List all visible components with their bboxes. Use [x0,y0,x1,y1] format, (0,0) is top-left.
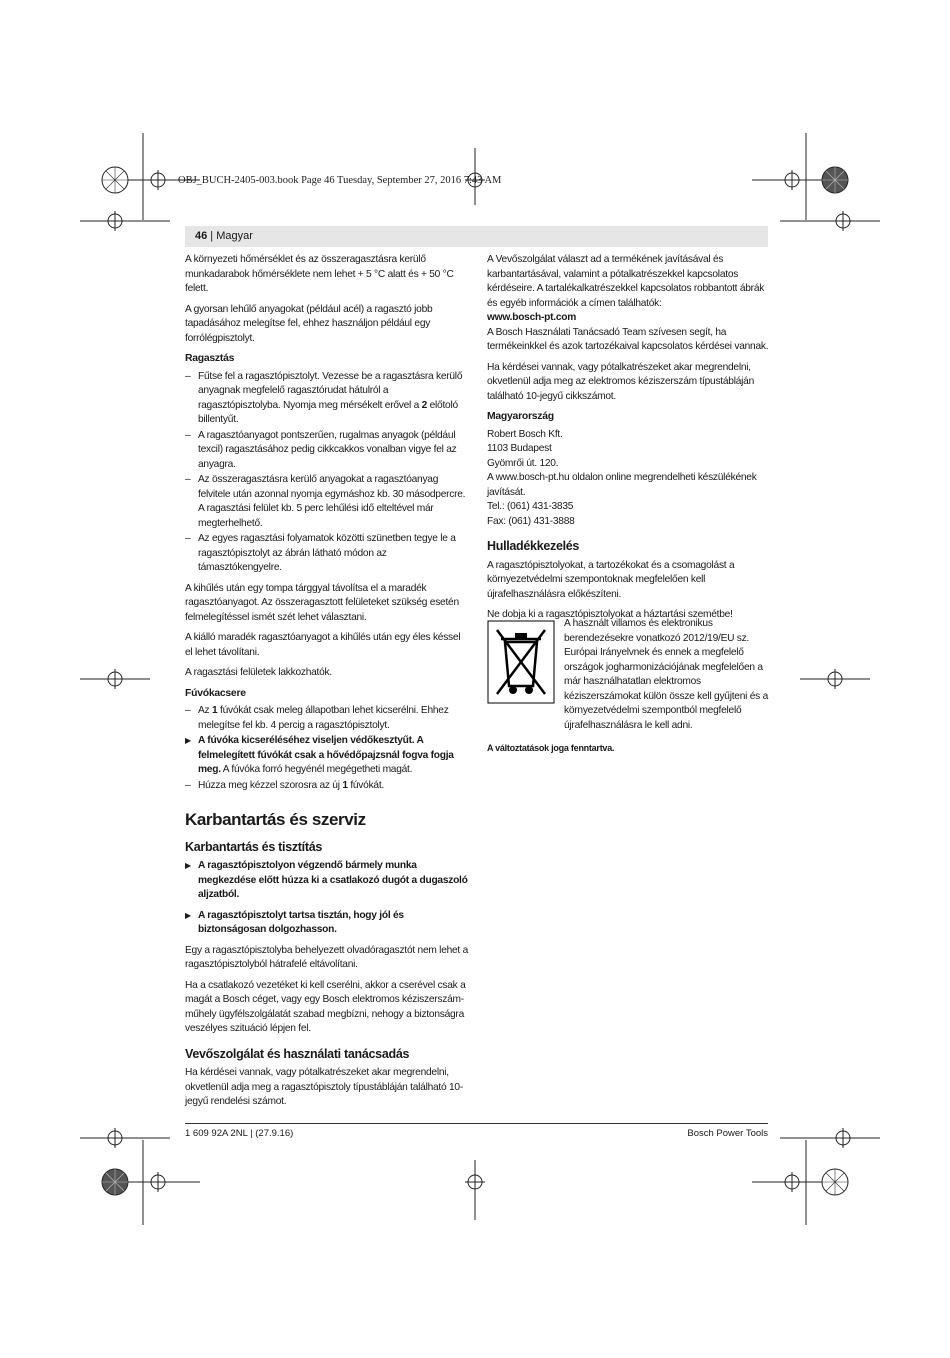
triangle-bullet-icon: ▶ [185,736,191,745]
paragraph: A ragasztási felületek lakkozhatók. [185,667,332,678]
list-item: – Az egyes ragasztási folyamatok közötti szünetben tegye le a ragasztópisztolyt az ábrán látható módon az támasztókengyelre. [185,532,468,576]
paragraph: A kiálló maradék ragasztóanyagot a kihűlés után egy éles késsel el lehet távolítani. [185,632,461,658]
list-item: – A ragasztóanyagot pontszerűen, rugalmas anyagok (például texcil) ragasztásához pedig cikkcakkos vonalban vigye fel az anyagra. [185,429,468,473]
list-item: – Húzza meg kézzel szorosra az új 1 fúvókát. [185,779,468,794]
paragraph: Egy a ragasztópisztolyba behelyezett olvadóragasztót nem lehet a ragasztópisztolyból hátrafelé eltávolítani. [185,944,469,970]
list-item: – Az összeragasztásra kerülő anyagokat a ragasztóanyag felvitele után azonnal nyomja egymáshoz kb. 30 másodpercre. A ragasztási felület kb. 5 perc lehűlési idő elteltével már megterhelhető. [185,473,468,531]
section-heading-vevoszolgalat: Vevőszolgálat és használati tanácsadás [185,1046,410,1061]
fax-number: Fax: (061) 431-3888 [487,515,575,527]
paragraph: A Vevőszolgálat választ ad a termékének javításával és karbantartásával, valamint a pótalkatrészekkel kapcsolatos kérdéseire. A tartalékalkatrészekkel kapcsolatos robbantott ábrák és egyéb információk a címen találhatók: [487,254,765,309]
bosch-url: www.bosch-pt.com [487,312,577,323]
address-line: Gyömrői út. 120. [487,457,559,469]
paragraph: Ha kérdései vannak, vagy pótalkatrészeket akar megrendelni, okvetlenül adja meg az elektromos kéziszerszám típustábláján található 10-jegyű cikkszámot. [487,361,754,402]
left-column [185,253,468,1116]
address-line: 1103 Budapest [487,443,552,454]
warning-item: ▶ A fúvóka kicseréléséhez viseljen védőkesztyűt. A felmelegített fúvókát csak a hővédőpajzsnál fogva fogja meg. A fúvóka forró hegyénél megégetheti magát. [185,735,454,775]
address-line: A www.bosch-pt.hu oldalon online megrendelheti készülékének javítását. [487,472,757,498]
paragraph: Ne dobja ki a ragasztópisztolyokat a háztartási szemétbe! [487,609,733,620]
paragraph: A ragasztópisztolyokat, a tartozékokat és a csomagolást a környezetvédelmi szempontoknak megfelelően kell újrafelhasználásra előkészíteni. [487,559,735,600]
section-heading-hulladekkezeles: Hulladékkezelés [487,539,580,553]
address-line: Robert Bosch Kft. [487,428,563,440]
paragraph: A Bosch Használati Tanácsadó Team szívesen segít, ha termékeinkkel és azok tartozékaival kapcsolatos kérdései vannak. [487,326,769,352]
section-heading-fuvokacsere: Fúvókacsere [185,687,246,699]
warning-item: ▶ A ragasztópisztolyt tartsa tisztán, hogy jól és biztonságosan dolgozhasson. [185,909,404,935]
paragraph: Ha kérdései vannak, vagy pótalkatrészeket akar megrendelni, okvetlenül adja meg a ragasztópisztoly típustábláján található 10-jegyű rendelési számot. [185,1067,463,1107]
weee-notice: A használt villamos és elektronikus berendezésekre vonatkozó 2012/19/EU sz. Európai Irányelvnek és ennek a megfelelő országok jogharmonizációjának megfelelően a már használhatatlan elektromos kéziszerszámokat külön össze kell gyűjteni és a környezetvédelmi szempontból megfelelő újrafelhasználásra le kell adni. [564,618,768,731]
paragraph: A gyorsan lehűlő anyagokat (például acél) a ragasztó jobb tapadásához melegítse fel, ehhez használjon például egy forrólégpisztolyt. [185,303,433,344]
country-heading: Magyarország [487,411,554,422]
list-item: – Fűtse fel a ragasztópisztolyt. Vezesse be a ragasztásra kerülő anyagnak megfelelő ragasztórudat hátulról a ragasztópisztolyba. Nyomja meg mérsékelt erővel a 2 előtoló billentyűt. [185,370,468,428]
rights-reserved: A változtatások joga fenntartva. [487,743,615,753]
warning-item: ▶ A ragasztópisztolyon végzendő bármely munka megkezdése előtt húzza ki a csatlakozó dugót a dugaszoló aljzatból. [185,860,468,900]
phone-number: Tel.: (061) 431-3835 [487,501,574,512]
section-heading-ragasztas: Ragasztás [185,353,235,364]
page-header-band [185,226,768,247]
paragraph: A környezeti hőmérséklet és az összeragasztásra kerülő munkadarabok hőmérséklete nem lehet + 5 °C alatt és + 50 °C felett. [185,254,454,294]
footer-brand: Bosch Power Tools [687,1128,768,1139]
list-item: – Az 1 fúvókát csak meleg állapotban lehet kicserélni. Ehhez melegítse fel kb. 4 percig a ragasztópisztolyt. [185,704,468,733]
footer-doc-number: 1 609 92A 2NL | (27.9.16) [185,1128,294,1139]
crossed-bin-icon [487,620,555,704]
header-separator: | [207,230,217,242]
page-number: 46 [195,230,208,242]
triangle-bullet-icon: ▶ [185,861,191,870]
paragraph: A kihűlés után egy tompa tárggyal távolítsa el a maradék ragasztóanyagot. Az összeragasztott felületeket szükség esetén felmelegítéssel ismét szét lehet választani. [185,582,459,623]
print-slug: OBJ_BUCH-2405-003.book Page 46 Tuesday, September 27, 2016 7:43 AM [178,175,502,186]
chapter-title: Karbantartás és szerviz [185,810,366,829]
section-heading-karbantartas: Karbantartás és tisztítás [185,839,323,854]
triangle-bullet-icon: ▶ [185,910,191,920]
right-column [487,253,769,629]
page-header [195,230,253,242]
footer-rule [185,1123,768,1124]
page-language: Magyar [216,230,253,242]
paragraph: Ha a csatlakozó vezetéket ki kell cserélni, akkor a cserével csak a magát a Bosch céget, vagy egy Bosch elektromos kéziszerszám-műhely ügyfélszolgálatát szabad megbízni, nehogy a biztonságra veszélyes szituáció lépjen fel. [185,979,466,1034]
